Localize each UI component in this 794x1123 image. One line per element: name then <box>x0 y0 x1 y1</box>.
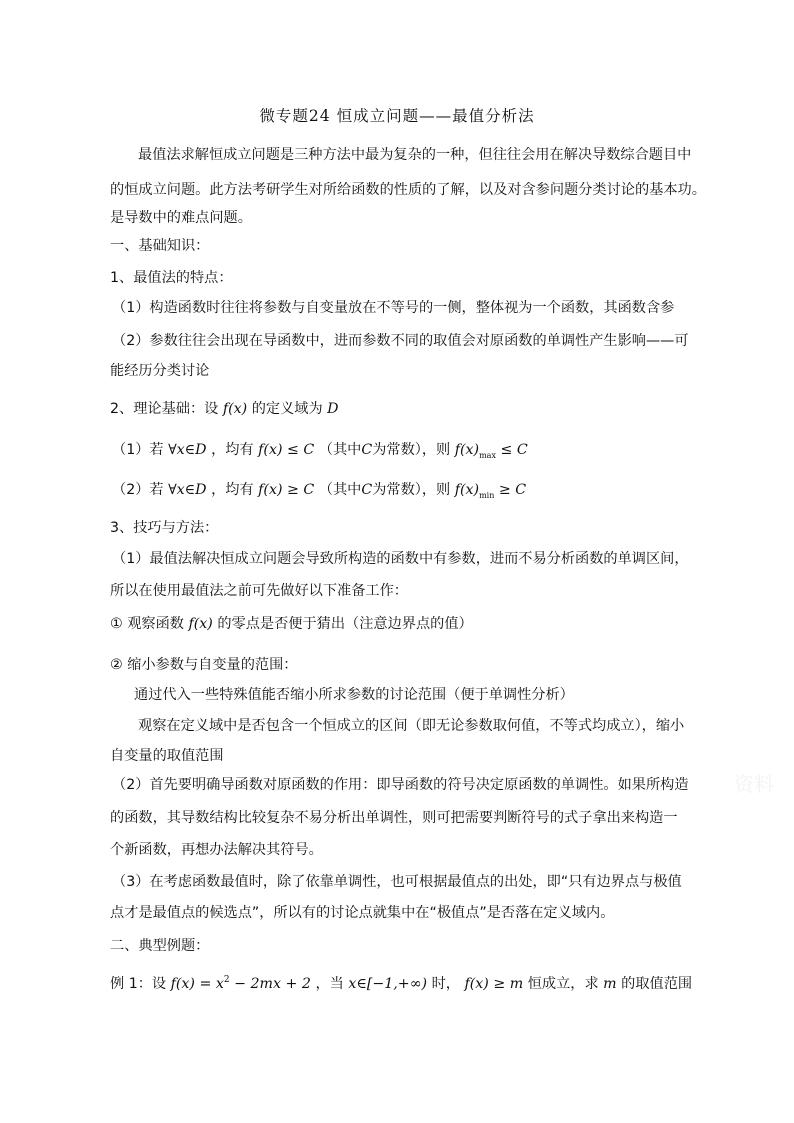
math-interval: x∈[−1,+∞) <box>348 976 428 992</box>
text-fragment: 为常数），则 <box>372 442 451 458</box>
math-function-def: f(x) = x <box>170 976 224 992</box>
feature-point-1: （1）构造函数时往往将参数与自变量放在不等号的一侧，整体视为一个函数，其函数含参 <box>112 300 675 316</box>
text-fragment: 的零点是否便于猜出（注意边界点的值） <box>217 616 473 632</box>
theory-basis-line <box>110 399 690 419</box>
math-constant: C <box>361 482 373 498</box>
math-fmax: f(x) <box>454 442 480 458</box>
intro-line-2: 的恒成立问题。此方法考研学生对所给函数的性质的了解，以及对含参问题分类讨论的基本功。 <box>110 182 706 198</box>
math-forall: ∀x∈D <box>168 442 207 458</box>
technique-item-2b-1: 观察在定义域中是否包含一个恒成立的区间（即无论参数取何值，不等式均成立），缩小 <box>138 718 685 734</box>
text-fragment: ① 观察函数 <box>110 616 184 632</box>
math-inequality: f(x) ≤ C <box>258 442 315 458</box>
text-fragment: ，当 <box>315 976 344 992</box>
technique-point-2c: 个新函数，再想办法解决其符号。 <box>110 842 323 858</box>
text-fragment: 恒成立，求 <box>527 976 599 992</box>
math-param: m <box>603 976 617 992</box>
math-le-c: ≤ C <box>495 442 528 458</box>
section-heading-examples: 二、典型例题： <box>110 938 210 954</box>
text-fragment: （1）若 <box>112 442 164 458</box>
technique-point-2a: （2）首先要明确导函数对原函数的作用：即导函数的符号决定原函数的单调性。如果所构造 <box>112 777 689 793</box>
math-domain: D <box>327 401 339 417</box>
text-fragment: 的取值范围 <box>621 976 693 992</box>
technique-point-3b: 点才是最值点的候选点”，所以有的讨论点就集中在“极值点”是否落在定义域内。 <box>110 905 615 921</box>
text-fragment: 例 1：设 <box>110 976 167 992</box>
technique-point-2b: 的函数，其导数结构比较复杂不易分析出单调性，则可把需要判断符号的式子拿出来构造一 <box>110 810 678 826</box>
theory-case-2 <box>112 480 692 506</box>
math-fmin: f(x) <box>454 482 480 498</box>
subsection-heading-techniques: 3、技巧与方法： <box>110 520 219 536</box>
math-fx: f(x) <box>188 616 213 632</box>
subsection-heading-features: 1、最值法的特点： <box>110 270 233 286</box>
technique-item-2: ② 缩小参数与自变量的范围： <box>110 657 298 673</box>
watermark: 资料 <box>734 772 774 796</box>
text-fragment: 为常数），则 <box>372 482 451 498</box>
intro-line-1: 最值法求解恒成立问题是三种方法中最为复杂的一种，但往往会用在解决导数综合题目中 <box>138 147 692 163</box>
math-fx: f(x) <box>222 401 248 417</box>
technique-item-2a: 通过代入一些特殊值能否缩小所求参数的讨论范围（便于单调性分析） <box>134 687 574 703</box>
text-fragment: ，均有 <box>211 482 254 498</box>
text-fragment: 2、理论基础：设 <box>110 401 219 417</box>
theory-case-1 <box>112 440 692 466</box>
feature-point-2b: 能经历分类讨论 <box>110 363 210 379</box>
math-inequality: f(x) ≥ C <box>258 482 315 498</box>
intro-line-3: 是导数中的难点问题。 <box>110 210 252 226</box>
text-fragment: 时， <box>431 976 460 992</box>
example-1 <box>110 970 693 994</box>
text-fragment: （其中 <box>318 482 362 498</box>
math-subscript-min: min <box>479 491 495 500</box>
technique-point-1b: 所以在使用最值法之前可先做好以下准备工作： <box>110 583 408 599</box>
technique-point-3a: （3）在考虑函数最值时，除了依靠单调性，也可根据最值点的出处，即“只有边界点与极值 <box>112 874 682 890</box>
math-superscript: 2 <box>223 975 230 985</box>
text-fragment: （其中 <box>318 442 362 458</box>
technique-item-1 <box>110 614 690 634</box>
text-fragment: ，均有 <box>211 442 254 458</box>
text-fragment: （2）若 <box>112 482 164 498</box>
math-subscript-max: max <box>479 451 496 460</box>
math-ge-c: ≥ C <box>494 482 527 498</box>
page-title: 微专题24 恒成立问题——最值分析法 <box>259 107 535 125</box>
technique-point-1a: （1）最值法解决恒成立问题会导致所构造的函数中有参数，进而不易分析函数的单调区间， <box>112 551 689 567</box>
text-fragment: 的定义域为 <box>251 401 323 417</box>
math-inequality: f(x) ≥ m <box>464 976 524 992</box>
feature-point-2a: （2）参数往往会出现在导函数中，进而参数不同的取值会对原函数的单调性产生影响——可 <box>112 333 689 349</box>
math-forall: ∀x∈D <box>168 482 207 498</box>
section-heading-basics: 一、基础知识： <box>110 238 210 254</box>
technique-item-2b-2: 自变量的取值范围 <box>110 748 224 764</box>
math-function-def-rest: − 2mx + 2 <box>229 976 311 992</box>
math-constant: C <box>361 442 373 458</box>
